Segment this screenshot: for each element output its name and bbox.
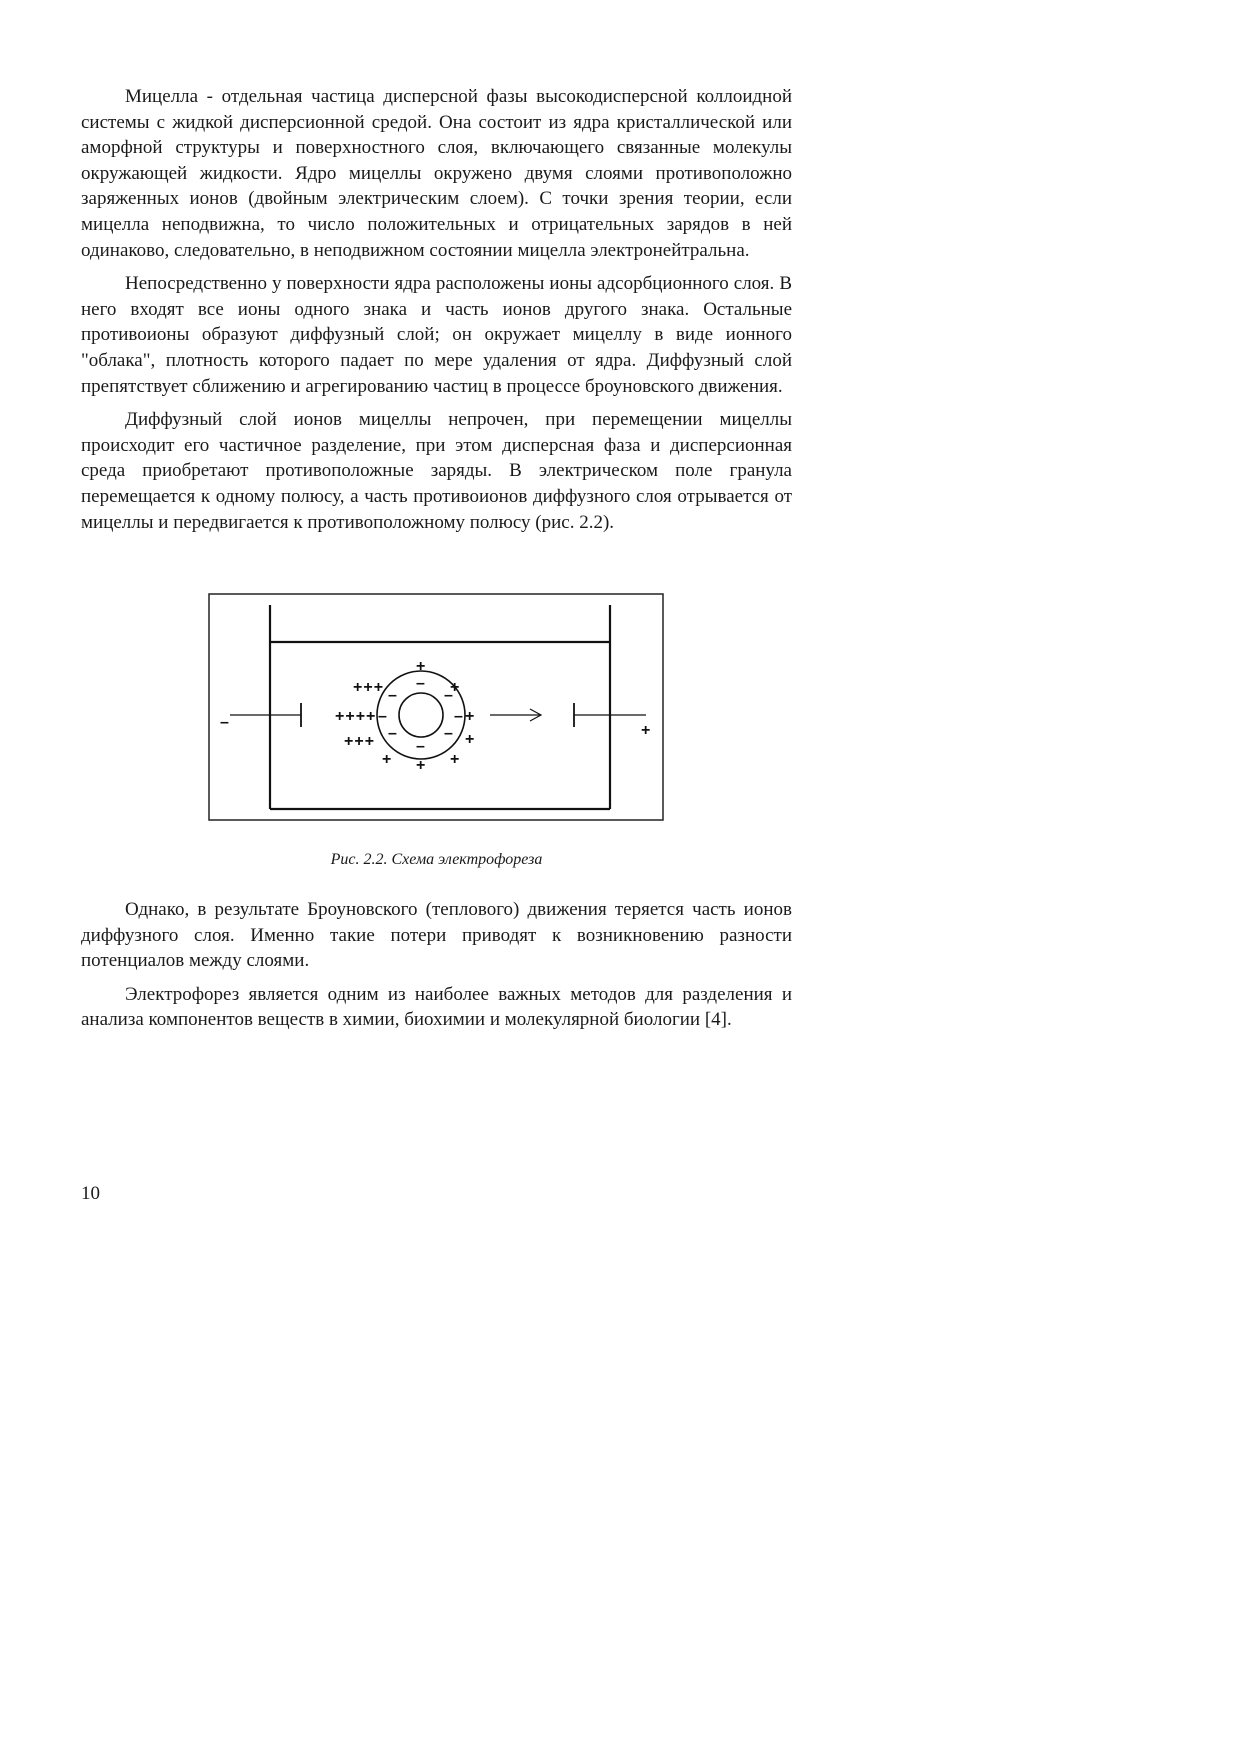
outer-charge-bottom: +	[416, 757, 426, 774]
inner-charge-bottom: –	[416, 738, 425, 755]
page-number: 10	[81, 1183, 100, 1204]
text-block-top	[81, 84, 792, 535]
inner-charge-left: –	[378, 708, 387, 725]
figure-caption: Рис. 2.2. Схема электрофореза	[330, 851, 543, 868]
inner-charge-top: –	[416, 675, 425, 692]
outer-charge-right-2: +	[465, 731, 475, 748]
outer-charge-top: +	[416, 658, 426, 675]
inner-charge-upper-right: –	[444, 687, 453, 704]
inner-charge-lower-left: –	[388, 725, 397, 742]
paragraph-diffuse-layer: Диффузный слой ионов мицеллы непрочен, при перемещении мицеллы происходит его частичное разделение, при этом дисперсная фаза и дисперсионная среда приобретают противоположные заряды. В электрическом поле гранула перемещается к одному полюсу, а часть противоионов диффузного слоя отрывается от мицеллы и передвигается к противоположному полюсу (рис. 2.2).	[81, 409, 792, 533]
text-block-bottom	[81, 897, 792, 1033]
right-electrode-sign: +	[641, 722, 651, 739]
outer-charges-left-row-3: +++	[344, 733, 376, 750]
left-electrode-sign: –	[220, 714, 229, 731]
paragraph-micelle-definition: Мицелла - отдельная частица дисперсной фазы высокодисперсной коллоидной системы с жидкой дисперсионной средой. Она состоит из ядра кристаллической или аморфной структуры и поверхностного слоя, включающего связанные молекулы окружающей жидкости. Ядро мицеллы окружено двумя слоями противоположно заряженных ионов (двойным электрическим слоем). С точки зрения теории, если мицелла неподвижна, то число положительных и отрицательных зарядов в ней одинаково, следовательно, в неподвижном состоянии мицелла электронейтральна.	[81, 86, 792, 261]
paragraph-brownian-motion: Однако, в результате Броуновского (теплового) движения теряется часть ионов диффузного слоя. Именно такие потери приводят к возникновению разности потенциалов между слоями.	[81, 899, 792, 972]
outer-charge-upper-right: +	[450, 679, 460, 696]
inner-charge-upper-left: –	[388, 687, 397, 704]
paragraph-electrophoresis-importance: Электрофорез является одним из наиболее важных методов для разделения и анализа компонентов веществ в химии, биохимии и молекулярной биологии [4].	[81, 983, 792, 1031]
inner-charge-right: –	[454, 708, 463, 725]
outer-charges-left-row-2: ++++	[335, 708, 377, 725]
outer-charge-lower-left: +	[382, 751, 392, 768]
electrophoresis-diagram	[208, 593, 664, 821]
inner-charge-lower-right: –	[444, 725, 453, 742]
micelle-core	[399, 693, 443, 737]
outer-charge-right-1: +	[465, 708, 475, 725]
electrophoresis-figure	[208, 593, 664, 821]
paragraph-adsorption-layer: Непосредственно у поверхности ядра расположены ионы адсорбционного слоя. В него входят все ионы одного знака и часть ионов другого знака. Остальные противоионы образуют диффузный слой; он окружает мицеллу в виде ионного "облака", плотность которого падает по мере удаления от ядра. Диффузный слой препятствует сближению и агрегированию частиц в процессе броуновского движения.	[81, 273, 792, 397]
outer-charges-left-row-1: +++	[353, 679, 385, 696]
figure-frame	[209, 594, 663, 820]
outer-charge-lower-right: +	[450, 751, 460, 768]
